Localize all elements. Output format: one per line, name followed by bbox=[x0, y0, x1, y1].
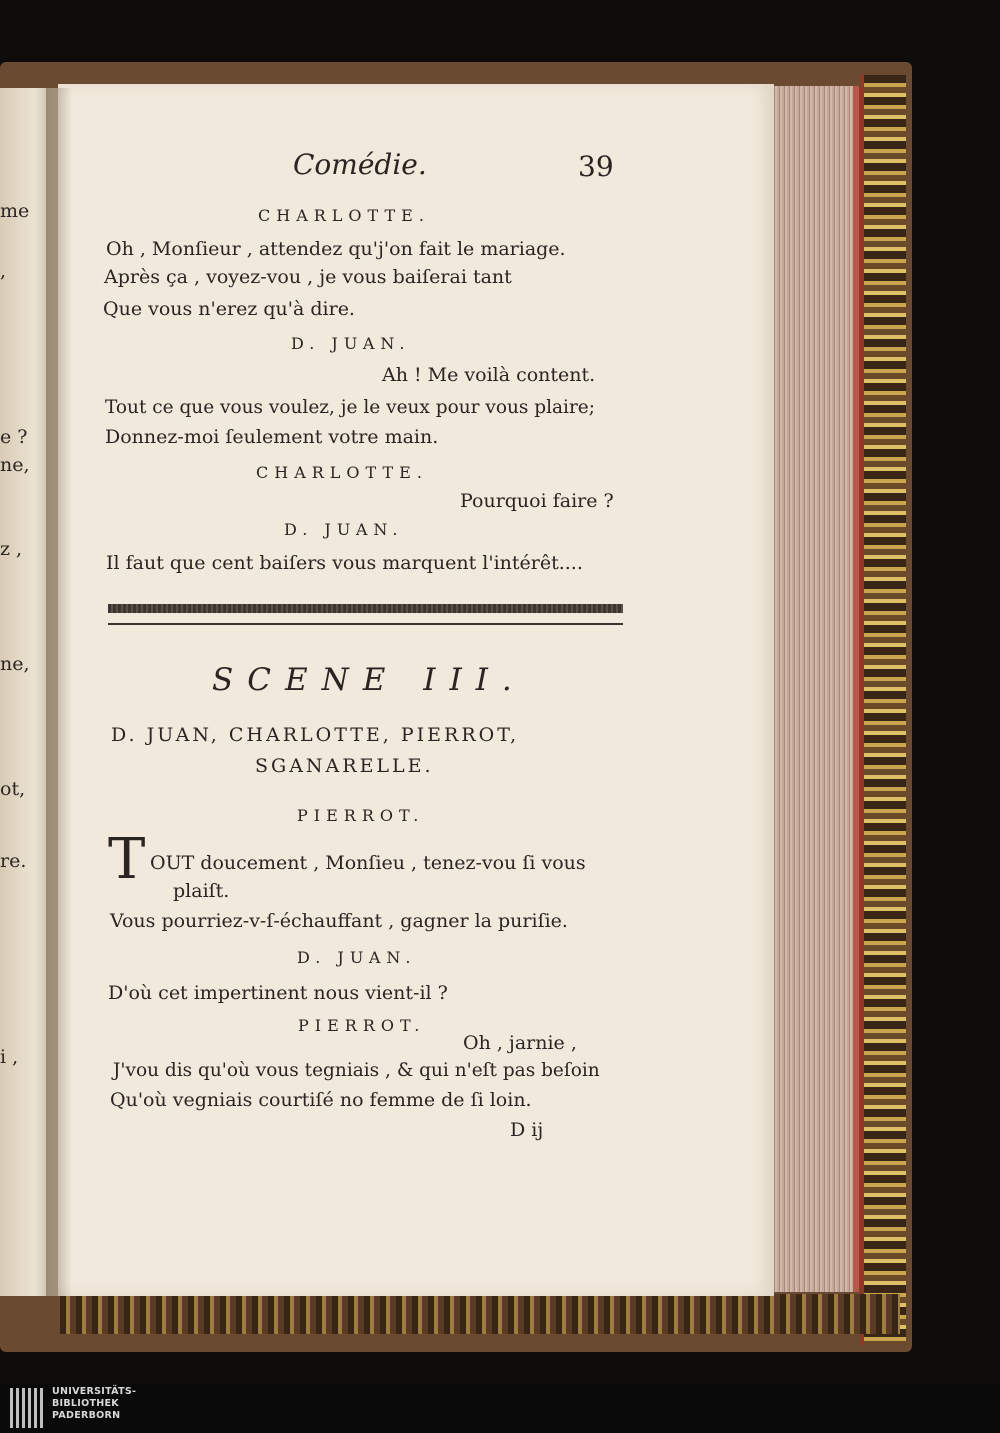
library-name-line: UNIVERSITÄTS- bbox=[52, 1386, 137, 1397]
speaker-charlotte: CHARLOTTE. bbox=[258, 206, 430, 225]
library-name-line: BIBLIOTHEK bbox=[52, 1398, 119, 1409]
drop-cap: T bbox=[108, 827, 146, 892]
verse-line: Il faut que cent baiſers vous marquent l'intérêt.... bbox=[106, 552, 583, 574]
gilt-spine-edge bbox=[860, 75, 906, 1345]
running-head: Comédie. bbox=[293, 148, 427, 181]
speaker-pierrot: PIERROT. bbox=[297, 806, 425, 825]
page-number: 39 bbox=[578, 150, 614, 183]
left-page-fragment: e ? bbox=[0, 426, 28, 448]
left-page-fragment: me bbox=[0, 200, 30, 222]
verse-line: J'vou dis qu'où vous tegniais , & qui n'eſt pas beſoin bbox=[113, 1060, 600, 1081]
verse-line: Que vous n'erez qu'à dire. bbox=[103, 298, 355, 320]
verse-line: D'où cet impertinent nous vient-il ? bbox=[108, 982, 448, 1004]
left-page-fragment: , bbox=[0, 260, 7, 282]
speaker-pierrot: PIERROT. bbox=[298, 1016, 426, 1035]
cover-bottom-trim bbox=[60, 1294, 900, 1334]
left-page-fragment: i , bbox=[0, 1046, 19, 1068]
gutter-shadow bbox=[46, 88, 72, 1296]
verse-line: Après ça , voyez-vou , je vous baiſerai tant bbox=[104, 266, 512, 288]
verse-line: plaiſt. bbox=[173, 880, 230, 902]
verse-line: Pourquoi faire ? bbox=[460, 490, 614, 512]
speaker-don-juan: D. JUAN. bbox=[297, 948, 417, 967]
verse-line: Oh , jarnie , bbox=[463, 1032, 577, 1054]
speaker-charlotte: CHARLOTTE. bbox=[256, 463, 428, 482]
left-page-fragment: ne, bbox=[0, 454, 30, 476]
verse-line: OUT doucement , Monſieu , tenez-vou ſi vous bbox=[150, 852, 586, 874]
thin-rule bbox=[108, 623, 623, 625]
verse-line: Oh , Monſieur , attendez qu'j'on fait le mariage. bbox=[106, 238, 566, 260]
ornamental-rule bbox=[108, 604, 623, 613]
verse-line: Qu'où vegniais courtiſé no femme de ſi loin. bbox=[110, 1089, 532, 1111]
left-page-fragment: ot, bbox=[0, 778, 26, 800]
verse-line: Ah ! Me voilà content. bbox=[382, 364, 596, 386]
verse-line: Tout ce que vous voulez, je le veux pour vous plaire; bbox=[105, 397, 595, 418]
scene-title: SCENE III. bbox=[212, 662, 526, 698]
library-name-line: PADERBORN bbox=[52, 1410, 121, 1421]
left-page-fragment: re. bbox=[0, 850, 27, 872]
signature-mark: D ij bbox=[510, 1119, 544, 1141]
verse-line: Vous pourriez-v-ſ-échauffant , gagner la puriſie. bbox=[110, 910, 568, 932]
library-footer bbox=[0, 1383, 1000, 1433]
verse-line: Donnez-moi ſeulement votre main. bbox=[105, 426, 439, 448]
library-logo-icon bbox=[10, 1388, 46, 1428]
left-page-fragment: z , bbox=[0, 538, 23, 560]
left-page-fragment: ne, bbox=[0, 653, 30, 675]
dramatis-personae: SGANARELLE. bbox=[255, 755, 434, 777]
dramatis-personae: D. JUAN, CHARLOTTE, PIERROT, bbox=[111, 724, 520, 746]
speaker-don-juan: D. JUAN. bbox=[291, 334, 411, 353]
speaker-don-juan: D. JUAN. bbox=[284, 520, 404, 539]
